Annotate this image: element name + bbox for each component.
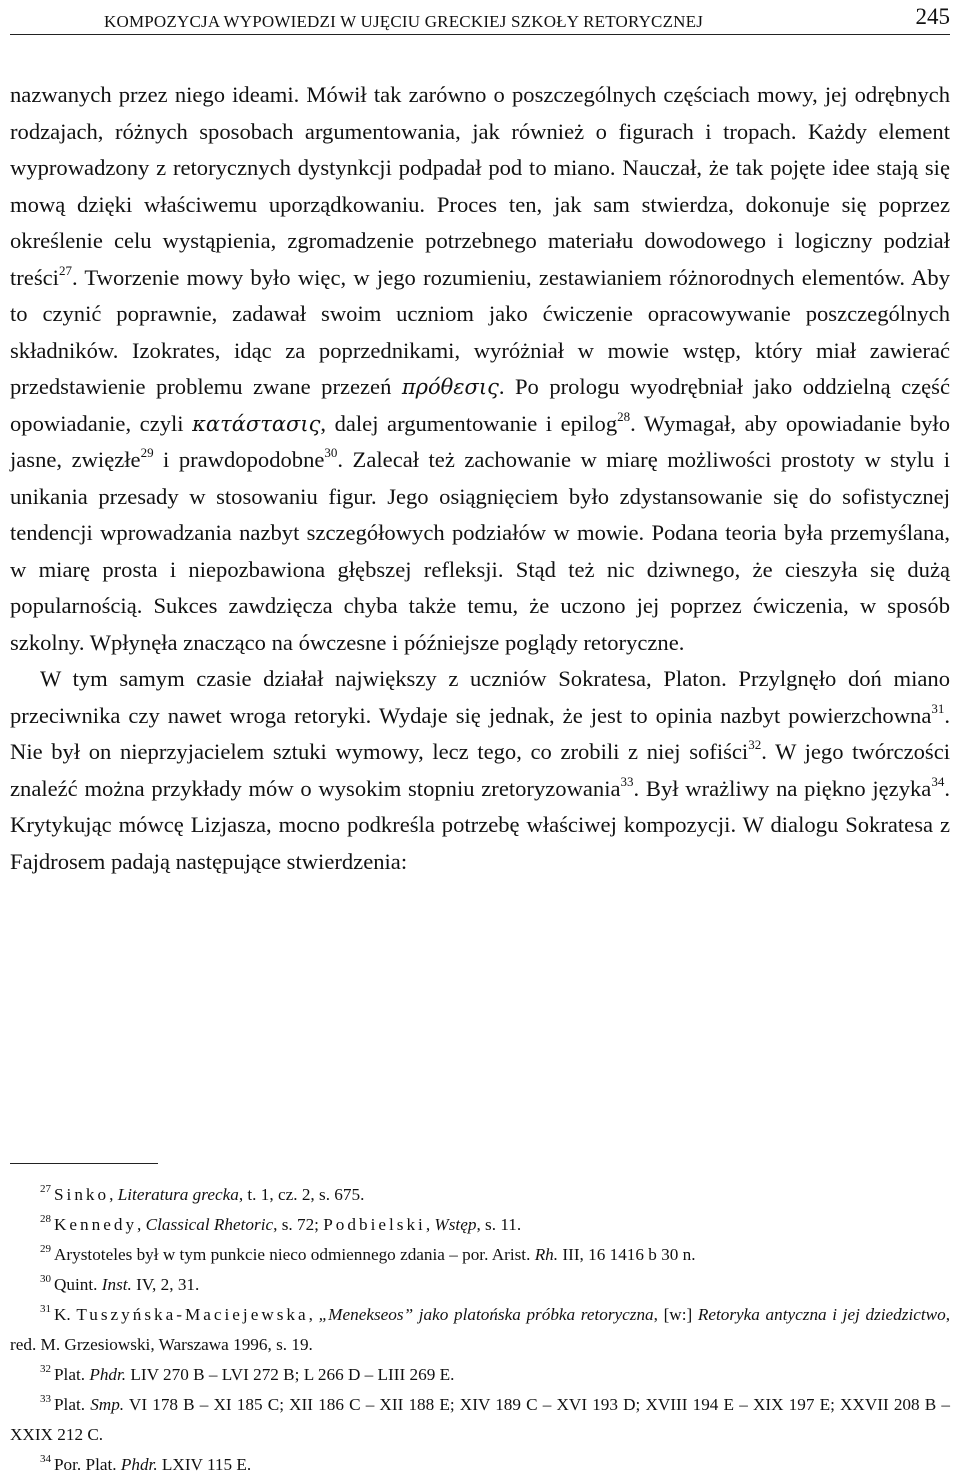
paragraph-2: W tym samym czasie działał największy z uczniów Sokratesa, Platon. Przylgnęło doń miano przeciwnika czy nawet wroga retoryki. Wydaje się jednak, że jest to opinia nazbyt powierzchowna$^{31}$. Nie był on nieprzyjacielem sztuki wymowy, lecz tego, co zrobili z niej sofiści$^{32}$. W jego twórczości znaleźć można przykłady mów o wysokim stopniu zretoryzowania$^{33}$. Był wrażliwy na piękno języka$^{34}$. Krytykując mówcę Lizjasza, mocno podkreśla potrzebę właściwej kompozycji. W dialogu Sokratesa z Fajdrosem padają następujące stwierdzenia: [10, 666, 950, 874]
greek-term: κατάστασις [192, 411, 321, 436]
footnote-27: $^{27}$ Sinko, Literatura grecka, t. 1, cz. 2, s. 675. [40, 1183, 365, 1204]
footnote-31: $^{31}$ K. Tuszyńska-Maciejewska, „Menekseos” jako platońska próbka retoryczna, [w:] Retoryka antyczna i jej dziedzictwo, red. M. Grzesiowski, Warszawa 1996, s. 19. [10, 1303, 950, 1354]
footnote-ref-30[interactable]: 30 [324, 445, 338, 460]
footnote-ref-28[interactable]: 28 [617, 408, 631, 424]
author-name: Podbielski [323, 1215, 426, 1234]
footnote-29: $^{29}$ Arystoteles był w tym punkcie nieco odmiennego zdania – por. Arist. Rh. III, 16 1416 b 30 n. [40, 1243, 696, 1264]
author-name: Sinko [54, 1185, 110, 1204]
page-number: 245 [915, 4, 950, 29]
footnote-28: $^{28}$ Kennedy, Classical Rhetoric, s. 72; Podbielski, Wstęp, s. 11. [40, 1213, 522, 1234]
footnote-ref-31[interactable]: 31 [931, 700, 945, 716]
footnote-ref-33[interactable]: 33 [620, 773, 634, 789]
footnote-33: $^{33}$ Plat. Smp. VI 178 B – XI 185 C; XII 186 C – XII 188 E; XIV 189 C – XVI 193 D; XVIII 194 E – XIX 197 E; XXVII 208 B – XXIX 212 C. [10, 1393, 950, 1444]
paragraph-1: nazwanych przez niego ideami. Mówił tak zarówno o poszczególnych częściach mowy, jej odrębnych rodzajach, różnych sposobach argumentowania, jak również o figurach i tropach. Każdy element wyprowadzony z retorycznych dystynkcji podpadał pod to miano. Nauczał, że tak pojęte idee stają się mową dzięki właściwemu uporządkowaniu. Proces ten, jak sam stwierdza, dokonuje się poprzez określenie celu wystąpienia, zgromadzenie potrzebnego materiału dowodowego i logiczny podział treści$^{27}$. Tworzenie mowy było więc, w jego rozumieniu, zestawianiem różnorodnych elementów. Aby to czynić poprawnie, zadawał swoim uczniom jako ćwiczenie opracowywanie poszczególnych składników. Izokrates, idąc za poprzednikami, wyróżniał w mowie wstęp, który miał zawierać przedstawienie problemu zwane przezeń πρόθεσις. Po prologu wyodrębniał jako oddzielną część opowiadanie, czyli κατάστασις, dalej argumentowanie i epilog$^{28}$. Wymagał, aby opowiadanie było jasne, zwięzłe$^{29}$ i prawdopodobne$^{30}$. Zalecał też zachowanie w miarę możliwości prostoty w stylu i unikania przesady w stosowaniu figur. Jego osiągnięciem było zdystansowanie się do sofistycznej tendencji wprowadzania nazbyt szczegółowych podziałów w mowie. Podana teoria była przemyślana, w miarę prosta i niepozbawiona głębszej refleksji. Stąd też nic dziwnego, że cieszyła się dużą popularnością. Sukces zawdzięcza chyba także temu, że uczono jej poprzez ćwiczenia, w sposób szkolny. Wpłynęła znacząco na ówczesne i późniejsze poglądy retoryczne. [10, 82, 951, 655]
work-title: Retoryka antyczna i jej dziedzictwo [697, 1305, 946, 1324]
author-name: Kennedy [54, 1215, 138, 1234]
footnote-ref-34[interactable]: 34 [931, 773, 945, 789]
footnotes [10, 1180, 950, 1480]
footnote-30: $^{30}$ Quint. Inst. IV, 2, 31. [40, 1273, 200, 1294]
footnote-32: $^{32}$ Plat. Phdr. LIV 270 B – LVI 272 B; L 266 D – LIII 269 E. [40, 1363, 455, 1384]
work-title: Literatura grecka [117, 1185, 239, 1204]
footnote-34: $^{34}$ Por. Plat. Phdr. LXIV 115 E. [40, 1453, 252, 1474]
footnote-ref-32[interactable]: 32 [748, 737, 762, 752]
page-header [10, 4, 950, 35]
running-title: KOMPOZYCJA WYPOWIEDZI W UJĘCIU GRECKIEJ SZKOŁY RETORYCZNEJ [104, 12, 704, 31]
greek-term: πρόθεσις [401, 375, 499, 399]
body-text [10, 77, 950, 880]
footnote-ref-29[interactable]: 29 [140, 445, 154, 460]
footnote-ref-27[interactable]: 27 [58, 262, 72, 278]
work-title: Classical Rhetoric [145, 1215, 274, 1234]
work-title: „Menekseos” jako platońska próbka retoryczna [318, 1305, 654, 1324]
footnote-divider [10, 1163, 158, 1164]
author-name: Tuszyńska-Maciejewska [76, 1305, 309, 1324]
work-title: Wstęp [434, 1215, 477, 1234]
